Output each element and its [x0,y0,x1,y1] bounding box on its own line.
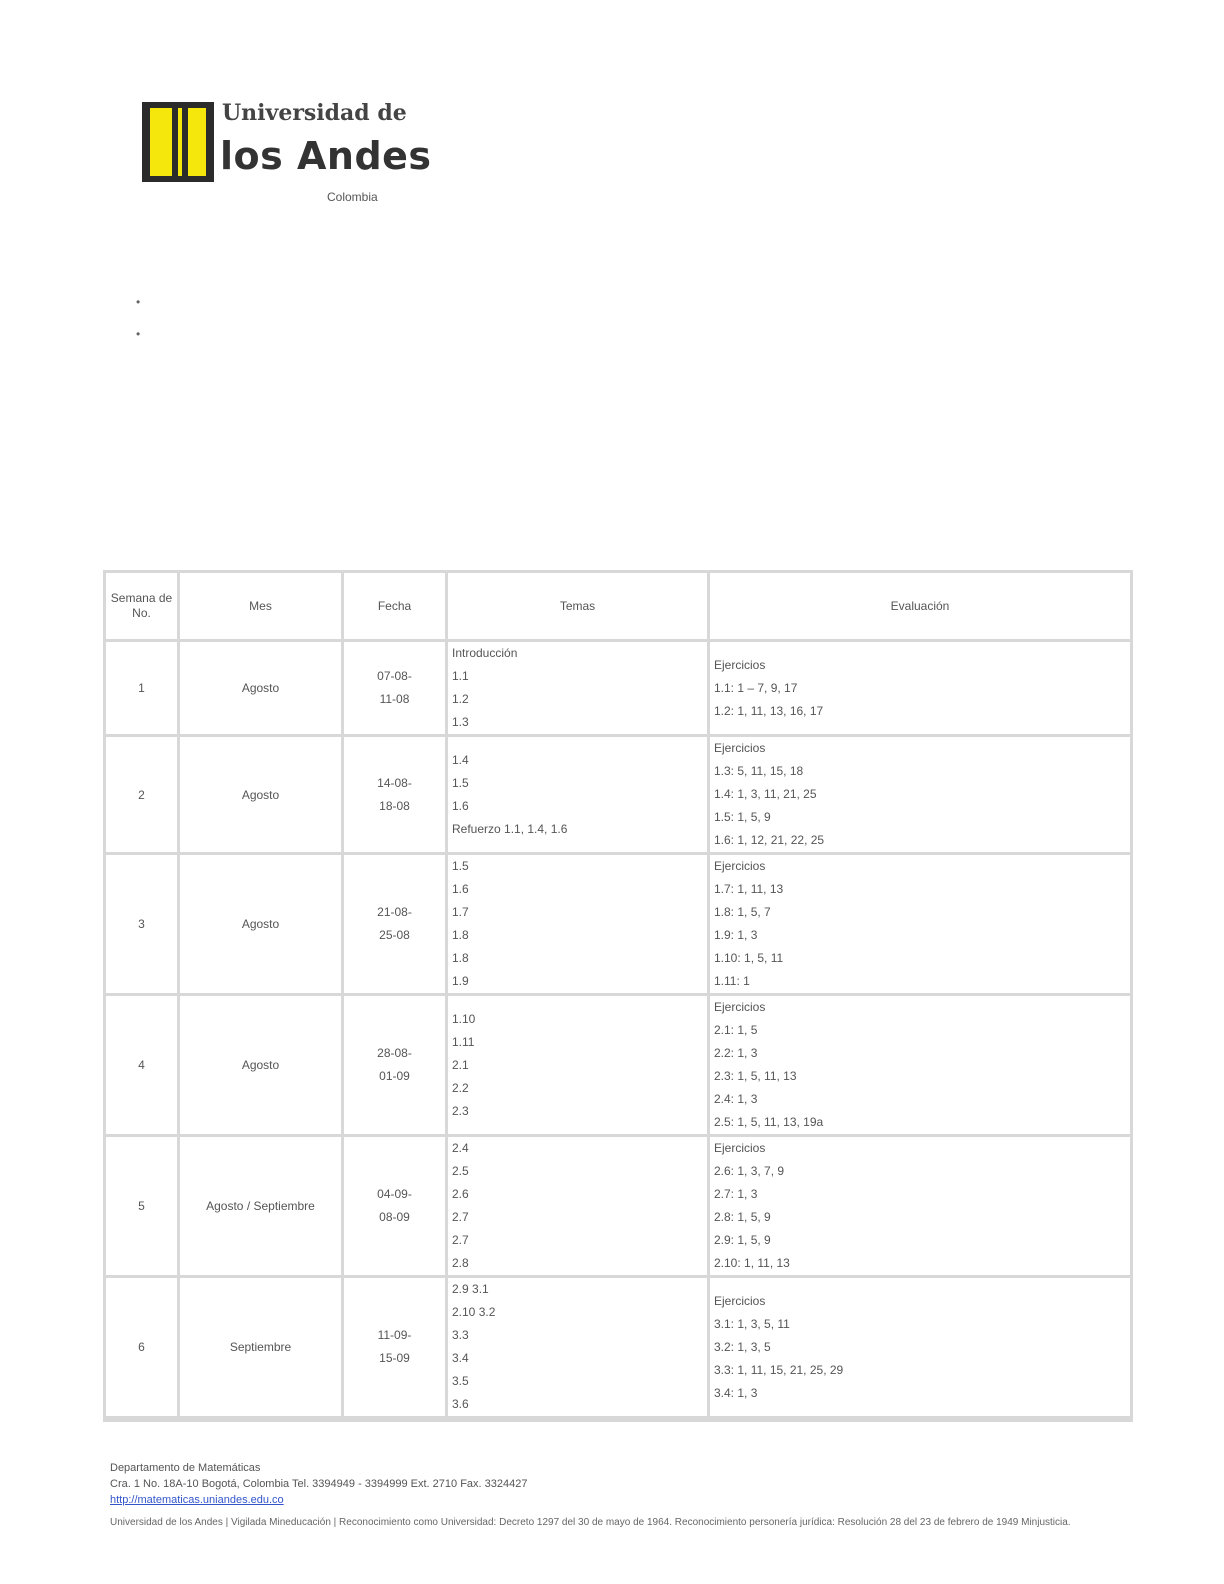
cell-mes: Agosto [180,996,344,1137]
header-semana: Semana de No. [106,573,180,642]
cell-line: 2.5: 1, 5, 11, 13, 19a [714,1115,824,1129]
cell-line: Ejercicios [714,741,766,755]
cell-semana: 2 [106,737,180,855]
cell-line: 1.10: 1, 5, 11 [714,951,784,965]
cell-line: 14-08- [377,775,412,790]
schedule-table [103,570,1133,1422]
cell-fecha [344,737,448,855]
table-row [106,642,1130,737]
cell-line: 2.4 [452,1141,469,1155]
cell-line: 1.9: 1, 3 [714,928,758,942]
cell-line: 1.1: 1 – 7, 9, 17 [714,680,798,695]
cell-line: 1.11 [452,1034,475,1049]
cell-line: 3.6 [452,1397,469,1411]
cell-line: 2.9 3.1 [452,1282,489,1296]
cell-fecha [344,855,448,996]
cell-line: 04-09- [377,1187,412,1201]
cell-line: 15-09 [379,1351,410,1365]
cell-line: 2.1: 1, 5 [714,1023,758,1037]
table-row [106,737,1130,855]
cell-line: 2.2 [452,1080,469,1095]
cell-line: 1.11: 1 [714,974,750,988]
cell-mes: Agosto [180,855,344,996]
cell-line: 2.10 3.2 [452,1305,496,1319]
cell-line: 01-09 [379,1069,410,1083]
cell-line: 2.7 [452,1233,469,1247]
cell-line: 1.7: 1, 11, 13 [714,882,784,896]
cell-line: 1.5 [452,775,469,790]
table-row [106,996,1130,1137]
cell-evaluacion [710,642,1130,737]
cell-evaluacion [710,1278,1130,1419]
table-row [106,855,1130,996]
cell-line: 3.2: 1, 3, 5 [714,1339,771,1354]
cell-line: 1.7 [452,905,469,919]
cell-evaluacion [710,996,1130,1137]
cell-semana: 1 [106,642,180,737]
cell-line: 3.5 [452,1374,469,1388]
cell-semana: 6 [106,1278,180,1419]
cell-line: 1.3: 5, 11, 15, 18 [714,764,804,778]
cell-line: 2.7: 1, 3 [714,1187,758,1201]
header-mes: Mes [180,573,344,642]
cell-mes: Septiembre [180,1278,344,1419]
cell-temas [448,642,710,737]
logo-line-2: los Andes [220,134,432,178]
cell-line: 2.8: 1, 5, 9 [714,1210,771,1224]
cell-line: 2.8 [452,1256,469,1270]
cell-evaluacion [710,1137,1130,1278]
bullet-list [136,294,140,358]
cell-line: Ejercicios [714,859,766,873]
cell-line: Ejercicios [714,1293,766,1308]
cell-mes: Agosto [180,642,344,737]
cell-evaluacion [710,737,1130,855]
cell-line: Introducción [452,646,518,660]
cell-line: 08-09 [379,1210,410,1224]
footer-link[interactable]: http://matematicas.uniandes.edu.co [110,1494,284,1506]
cell-line: Ejercicios [714,1141,766,1155]
cell-line: 2.1 [452,1057,469,1072]
cell-line: 3.4: 1, 3 [714,1385,758,1400]
cell-line: Ejercicios [714,657,766,672]
cell-line: 2.6: 1, 3, 7, 9 [714,1164,785,1178]
logo-line-3: Colombia [327,190,378,204]
cell-line: 1.2: 1, 11, 13, 16, 17 [714,703,824,718]
cell-line: 11-08 [379,692,410,706]
cell-line: 2.4: 1, 3 [714,1092,758,1106]
cell-fecha [344,1137,448,1278]
cell-line: 1.5: 1, 5, 9 [714,810,771,824]
cell-line: 1.8 [452,951,469,965]
cell-line: 1.10 [452,1011,476,1026]
cell-line: 3.3: 1, 11, 15, 21, 25, 29 [714,1362,844,1377]
cell-line: 1.3 [452,715,469,729]
university-logo [142,100,432,210]
cell-line: 2.3: 1, 5, 11, 13 [714,1069,797,1083]
bullet-item: • [136,327,141,341]
cell-line: 2.9: 1, 5, 9 [714,1233,771,1247]
page-footer [110,1460,1120,1529]
cell-temas [448,1137,710,1278]
header-evaluacion: Evaluación [710,573,1130,642]
cell-semana: 5 [106,1137,180,1278]
cell-semana: 3 [106,855,180,996]
cell-line: 2.6 [452,1187,469,1201]
cell-line: 1.8 [452,928,469,942]
table-row [106,1137,1130,1278]
cell-line: Refuerzo 1.1, 1.4, 1.6 [452,821,568,836]
cell-line: Ejercicios [714,1000,766,1014]
footer-legal: Universidad de los Andes | Vigilada Mineducación | Reconocimiento como Universidad: Decreto 1297 del 30 de mayo de 1964. Reconocimiento personería jurídica: Resolución 28 del 23 de febrero de 1949 Minjusticia. [110,1517,1071,1528]
cell-line: 18-08 [379,798,410,813]
cell-fecha [344,996,448,1137]
cell-line: 2.7 [452,1210,469,1224]
cell-line: 1.2 [452,692,469,706]
cell-temas [448,996,710,1137]
table-row [106,1278,1130,1419]
cell-line: 07-08- [377,669,412,683]
cell-line: 1.6: 1, 12, 21, 22, 25 [714,833,825,847]
footer-address: Cra. 1 No. 18A-10 Bogotá, Colombia Tel. 3394949 - 3394999 Ext. 2710 Fax. 3324427 [110,1478,528,1490]
cell-line: 11-09- [377,1328,412,1342]
cell-line: 2.10: 1, 11, 13 [714,1256,790,1270]
cell-line: 1.8: 1, 5, 7 [714,905,771,919]
cell-evaluacion [710,855,1130,996]
cell-line: 3.3 [452,1328,469,1342]
cell-temas [448,737,710,855]
bullet-item: • [136,295,141,309]
logo-line-1: Universidad de [222,100,407,126]
cell-fecha [344,642,448,737]
cell-line: 1.6 [452,882,469,896]
cell-line: 3.4 [452,1351,469,1365]
cell-line: 1.6 [452,798,469,813]
cell-temas [448,855,710,996]
cell-mes: Agosto [180,737,344,855]
table-header-row [106,573,1130,642]
cell-line: 21-08- [377,905,412,919]
cell-line: 1.4: 1, 3, 11, 21, 25 [714,787,817,801]
cell-line: 28-08- [377,1046,412,1060]
footer-department: Departamento de Matemáticas [110,1462,261,1474]
cell-line: 1.4 [452,752,469,767]
cell-mes: Agosto / Septiembre [180,1137,344,1278]
cell-line: 25-08 [379,928,410,942]
header-fecha: Fecha [344,573,448,642]
cell-line: 2.5 [452,1164,469,1178]
cell-fecha [344,1278,448,1419]
cell-line: 2.3 [452,1103,469,1118]
cell-line: 1.1 [452,669,469,683]
header-temas: Temas [448,573,710,642]
cell-line: 1.5 [452,859,469,873]
cell-semana: 4 [106,996,180,1137]
cell-line: 1.9 [452,974,469,988]
cell-line: 2.2: 1, 3 [714,1046,758,1060]
logo-emblem-icon [142,102,214,182]
cell-line: 3.1: 1, 3, 5, 11 [714,1316,790,1331]
cell-temas [448,1278,710,1419]
